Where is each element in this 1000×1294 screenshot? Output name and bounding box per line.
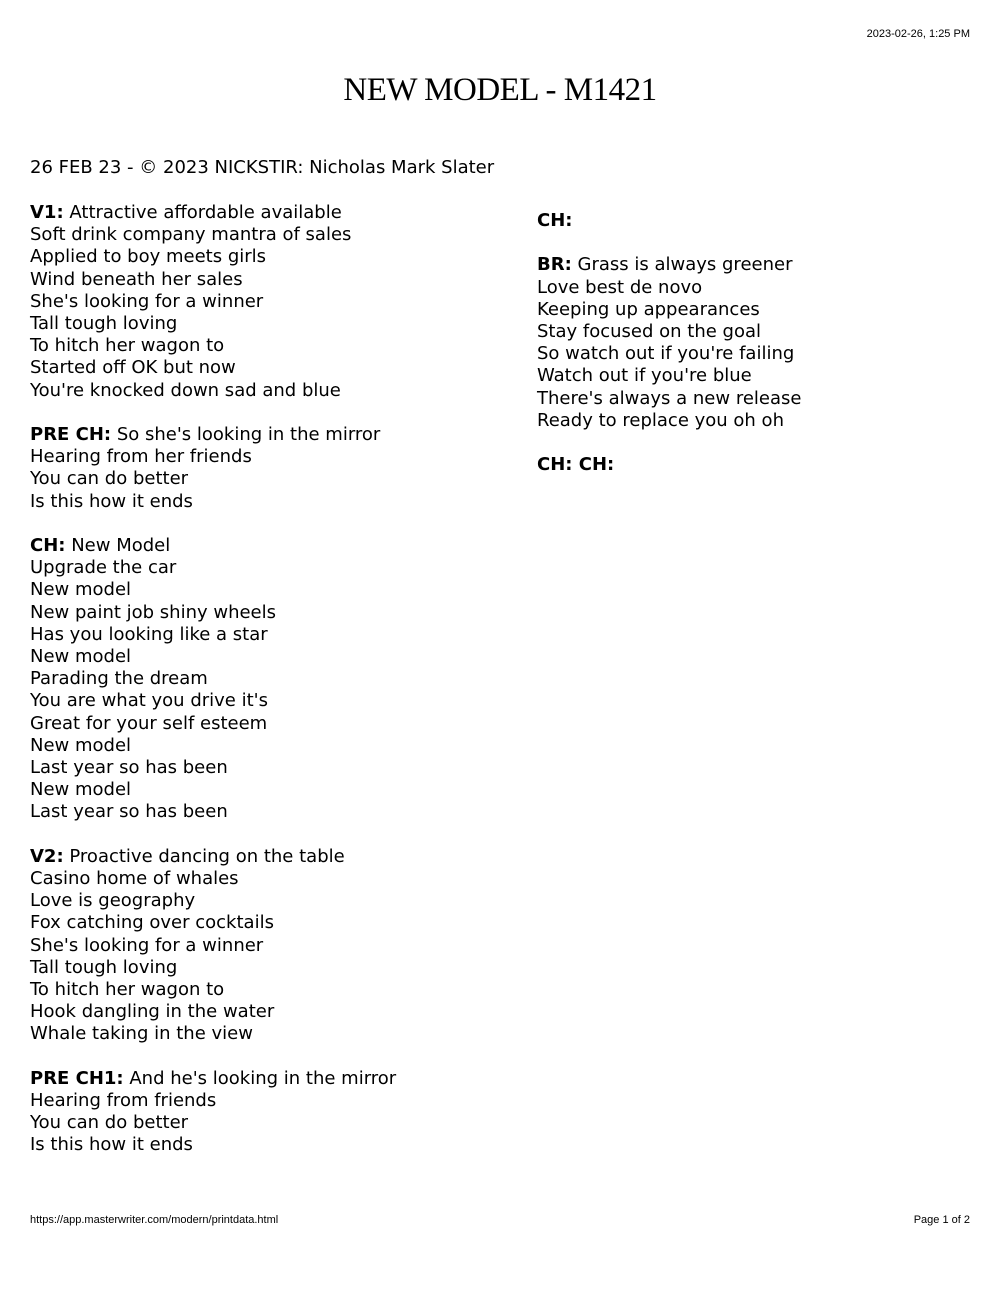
lyric-text: Is this how it ends — [30, 1134, 193, 1156]
lyric-line — [30, 801, 500, 823]
lyric-line — [30, 202, 500, 224]
lyric-line — [30, 224, 500, 246]
lyric-section — [537, 254, 977, 432]
lyric-line — [30, 1068, 500, 1090]
section-tag: CH: CH: — [537, 454, 615, 476]
lyric-line — [30, 335, 500, 357]
lyric-line — [30, 468, 500, 490]
lyrics-left-column — [30, 202, 500, 1179]
lyric-line — [30, 690, 500, 712]
lyric-line — [30, 979, 500, 1001]
lyric-line — [30, 579, 500, 601]
lyric-line — [30, 291, 500, 313]
lyric-text: New model — [30, 646, 132, 668]
lyric-text: She's looking for a winner — [30, 290, 264, 312]
lyric-text: Last year so has been — [30, 757, 228, 779]
lyric-text: New model — [30, 579, 132, 601]
lyric-text: Ready to replace you oh oh — [537, 409, 784, 431]
lyric-text: You can do better — [30, 468, 189, 490]
page-title: NEW MODEL - M1421 — [343, 72, 657, 108]
lyric-section — [537, 454, 977, 476]
lyric-line — [30, 1090, 500, 1112]
lyric-line — [30, 713, 500, 735]
lyric-text: Casino home of whales — [30, 868, 239, 890]
lyric-text: Grass is always greener — [577, 254, 793, 276]
lyric-text: Love best de novo — [537, 276, 703, 298]
lyric-line — [30, 491, 500, 513]
lyric-section — [30, 535, 500, 824]
lyric-line — [30, 624, 500, 646]
lyric-line — [30, 1134, 500, 1156]
lyric-line — [537, 410, 977, 432]
lyric-line — [30, 313, 500, 335]
lyric-section — [30, 424, 500, 513]
lyric-line — [30, 912, 500, 934]
lyric-text: Fox catching over cocktails — [30, 912, 274, 934]
section-tag: V1: — [30, 202, 64, 223]
lyric-line — [30, 957, 500, 979]
lyric-line — [30, 424, 500, 446]
lyric-section — [537, 210, 977, 232]
lyric-text: Stay focused on the goal — [537, 321, 762, 342]
lyric-text: Whale taking in the view — [30, 1023, 253, 1045]
lyric-line — [30, 380, 500, 402]
lyric-line — [30, 246, 500, 268]
lyric-line — [537, 388, 977, 410]
lyric-line — [537, 343, 977, 365]
lyric-line — [30, 557, 500, 579]
lyric-text: So watch out if you're failing — [537, 343, 795, 365]
lyric-line — [30, 735, 500, 757]
section-tag: PRE CH: — [30, 424, 112, 446]
lyric-line — [30, 757, 500, 779]
lyric-text: Watch out if you're blue — [537, 365, 752, 387]
copyright-line: 26 FEB 23 - © 2023 NICKSTIR: Nicholas Mark Slater — [30, 157, 495, 178]
lyric-text: Parading the dream — [30, 668, 208, 690]
section-tag: CH: — [30, 535, 66, 557]
lyric-line — [537, 254, 977, 276]
lyric-text: Tall tough loving — [30, 956, 178, 978]
lyric-line — [30, 357, 500, 379]
lyric-text: Proactive dancing on the table — [69, 845, 345, 867]
lyric-text: Upgrade the car — [30, 557, 177, 579]
print-timestamp: 2023-02-26, 1:25 PM — [866, 28, 970, 40]
lyric-text: Last year so has been — [30, 801, 228, 823]
lyric-line — [30, 846, 500, 868]
lyric-text: There's always a new release — [537, 387, 802, 409]
lyric-line — [30, 535, 500, 557]
lyric-line — [537, 299, 977, 321]
lyric-text: New model — [30, 734, 132, 756]
lyric-text: So she's looking in the mirror — [116, 424, 381, 446]
lyric-line — [537, 321, 977, 343]
lyric-line — [30, 269, 500, 291]
lyric-line — [30, 1001, 500, 1023]
section-tag: CH: — [537, 210, 573, 231]
lyric-text: Love is geography — [30, 890, 196, 912]
lyric-text: Hook dangling in the water — [30, 1001, 275, 1023]
lyric-text: Is this how it ends — [30, 490, 193, 512]
lyric-text: Soft drink company mantra of sales — [30, 224, 352, 246]
lyric-line — [30, 1023, 500, 1045]
lyric-text: You're knocked down sad and blue — [30, 379, 341, 401]
lyric-line — [30, 868, 500, 890]
lyric-line — [30, 446, 500, 468]
lyric-text: Wind beneath her sales — [30, 268, 243, 290]
lyric-text: You are what you drive it's — [30, 690, 268, 712]
section-tag: V2: — [30, 845, 64, 867]
footer-url: https://app.masterwriter.com/modern/printdata.html — [30, 1214, 279, 1226]
lyric-text: New model — [30, 779, 132, 801]
lyric-text: Great for your self esteem — [30, 712, 268, 734]
lyric-line — [30, 935, 500, 957]
lyric-text: Hearing from her friends — [30, 446, 252, 468]
lyric-text: Applied to boy meets girls — [30, 246, 267, 268]
lyric-text: Attractive affordable available — [69, 202, 342, 223]
lyric-text: New Model — [71, 535, 171, 557]
section-tag: BR: — [537, 254, 572, 276]
lyric-line — [537, 210, 977, 232]
lyric-text: New paint job shiny wheels — [30, 601, 277, 623]
lyric-line — [30, 668, 500, 690]
lyric-line — [30, 602, 500, 624]
lyric-line — [537, 277, 977, 299]
lyric-text: To hitch her wagon to — [30, 335, 225, 357]
lyric-section — [30, 846, 500, 1046]
section-tag: PRE CH1: — [30, 1067, 124, 1089]
page-number: Page 1 of 2 — [913, 1214, 970, 1226]
lyric-text: Keeping up appearances — [537, 298, 760, 320]
lyric-text: To hitch her wagon to — [30, 979, 225, 1001]
lyric-line — [537, 454, 977, 476]
lyric-text: Has you looking like a star — [30, 623, 268, 645]
lyric-text: Hearing from friends — [30, 1090, 217, 1112]
lyric-line — [30, 646, 500, 668]
lyric-section — [30, 202, 500, 402]
lyric-line — [30, 1112, 500, 1134]
lyric-text: She's looking for a winner — [30, 934, 264, 956]
lyric-line — [30, 890, 500, 912]
lyric-line — [537, 365, 977, 387]
lyric-section — [30, 1068, 500, 1157]
lyric-text: And he's looking in the mirror — [129, 1067, 397, 1089]
lyrics-right-column — [537, 210, 977, 499]
lyric-line — [30, 779, 500, 801]
lyric-text: Tall tough loving — [30, 313, 178, 335]
lyric-text: You can do better — [30, 1112, 189, 1134]
lyric-text: Started off OK but now — [30, 357, 236, 379]
